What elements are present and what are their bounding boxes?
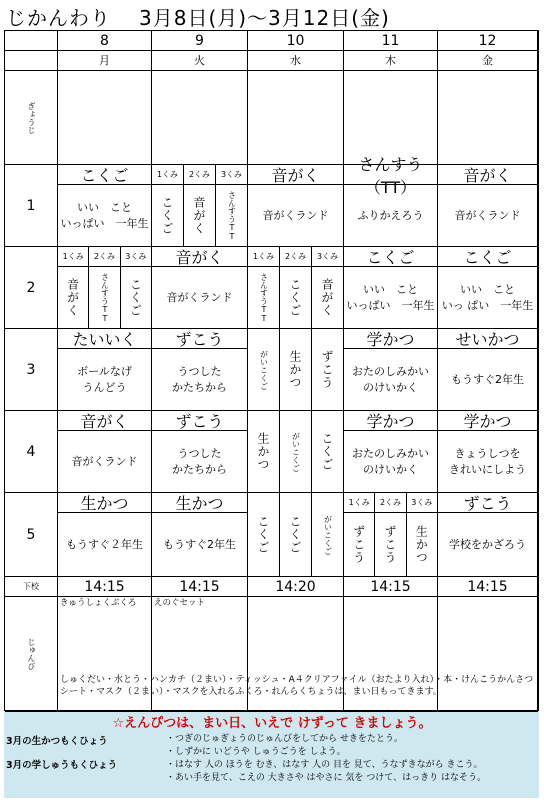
dismissal-time: 14:20 (248, 577, 344, 597)
split-subject: がいこくご (312, 493, 344, 577)
subject-head: ずこう (438, 493, 538, 513)
class-label: 3くみ (121, 247, 152, 267)
subject-body: もうすぐ2年生 (438, 349, 538, 411)
day-number: 11 (344, 31, 438, 51)
subject-body: うつした かたちから (152, 349, 248, 411)
corner-cell-2 (5, 51, 58, 71)
subject-head: ずこう (152, 329, 248, 349)
class-label: 3くみ (216, 165, 248, 185)
split-subject: 音がく (184, 185, 216, 247)
subject-body: いい こと いっぱい 一年生 (344, 267, 438, 329)
life-goal-text: ・つぎのじゅぎょうのじゅんびをしてから せきをたとう。 (166, 734, 403, 744)
subject-body: 音がくランド (248, 185, 344, 247)
subject-head: 学かつ (438, 411, 538, 431)
subject-body: いい こと いっぱい 一年生 (58, 185, 152, 247)
day-number: 8 (58, 31, 152, 51)
dismissal-time: 14:15 (152, 577, 248, 597)
period-number: 3 (5, 329, 58, 411)
period-number: 4 (5, 411, 58, 493)
subject-head: ずこう (152, 411, 248, 431)
row-label-gyouji: ぎょうじ (5, 71, 58, 165)
subject-head: こくご (438, 247, 538, 267)
split-subject: 音がく (58, 267, 89, 329)
class-label: 3くみ (312, 247, 344, 267)
timetable (4, 30, 539, 711)
row-label-junbi: じゅんび (5, 597, 58, 712)
class-label: 1くみ (344, 493, 375, 513)
subject-head: 学かつ (344, 411, 438, 431)
row-label-geko: 下校 (5, 577, 58, 597)
page-title (6, 2, 390, 31)
day-of-week: 火 (152, 51, 248, 71)
class-label: 2くみ (280, 247, 312, 267)
day-of-week: 水 (248, 51, 344, 71)
split-subject: こくご (121, 267, 152, 329)
split-subject: がいこくご (280, 411, 312, 493)
gyouji-cell (438, 71, 538, 165)
subject-head: こくご (344, 247, 438, 267)
split-subject: さんすうTT (216, 185, 248, 247)
class-label: 2くみ (184, 165, 216, 185)
day-of-week: 金 (438, 51, 538, 71)
subject-body: おたのしみかい のけいかく (344, 349, 438, 411)
subject-head: 学かつ (344, 329, 438, 349)
gyouji-cell (152, 71, 248, 165)
gyouji-cell (248, 71, 344, 165)
subject-head: 音がく (248, 165, 344, 185)
day-number: 9 (152, 31, 248, 51)
study-goal-label: 3月の学しゅうもくひょう (6, 760, 118, 771)
subject-head: 音がく (152, 247, 248, 267)
day-number: 10 (248, 31, 344, 51)
subject-body: おたのしみかい のけいかく (344, 431, 438, 493)
split-subject: 生かつ (407, 513, 438, 577)
corner-cell (5, 31, 58, 51)
split-subject: さんすうTT (248, 267, 280, 329)
period-number: 1 (5, 165, 58, 247)
junbi-mon: きゅうしょくぶくろ (58, 597, 152, 712)
split-subject: さんすうTT (89, 267, 120, 329)
subject-head: こくご (58, 165, 152, 185)
junbi-tue: えのぐセット (152, 597, 248, 712)
slogan: ☆えんぴつは、まい日、いえで けずって きましょう。 (112, 716, 432, 731)
split-subject: こくご (280, 267, 312, 329)
class-label: 1くみ (152, 165, 184, 185)
subject-head: 音がく (438, 165, 538, 185)
split-subject: がいこくご (248, 329, 280, 411)
dismissal-time: 14:15 (344, 577, 438, 597)
subject-head: 生かつ (152, 493, 248, 513)
study-goal-1: ・しずかに いどうや しゅうごうを しよう。 (166, 747, 346, 757)
study-goal-2: ・はなす 人の ほうを むき、はなす 人の 目を 見て、うなずきながら きこう。 (166, 760, 483, 770)
title-left: じかんわり (6, 6, 111, 30)
subject-head: さんすう（TT） (344, 165, 438, 185)
class-label: 2くみ (375, 493, 406, 513)
split-subject: こくご (280, 493, 312, 577)
dismissal-time: 14:15 (58, 577, 152, 597)
subject-body: 音がくランド (152, 267, 248, 329)
split-subject: こくご (152, 185, 184, 247)
subject-body: うつした かたちから (152, 431, 248, 493)
day-of-week: 月 (58, 51, 152, 71)
subject-body: ふりかえろう (344, 185, 438, 247)
study-goal-3: ・あい手を見て、こえの 大きさや はやさに 気を つけて、はっきり はなそう。 (166, 773, 486, 783)
class-label: 3くみ (407, 493, 438, 513)
day-number: 12 (438, 31, 538, 51)
class-label: 1くみ (248, 247, 280, 267)
life-goal-label: 3月の生かつもくひょう (6, 736, 108, 747)
split-subject: 生かつ (280, 329, 312, 411)
split-subject: こくご (248, 493, 280, 577)
subject-head: せいかつ (438, 329, 538, 349)
subject-body: ボールなげ うんどう (58, 349, 152, 411)
subject-body: きょうしつを きれいにしよう (438, 431, 538, 493)
class-label: 2くみ (89, 247, 120, 267)
split-subject: ずこう (312, 329, 344, 411)
subject-body: もうすぐ2年生 (152, 513, 248, 577)
split-subject: ずこう (344, 513, 375, 577)
period-number: 2 (5, 247, 58, 329)
subject-head: 生かつ (58, 493, 152, 513)
subject-body: 音がくランド (58, 431, 152, 493)
subject-body: 学校をかざろう (438, 513, 538, 577)
split-subject: 音がく (312, 267, 344, 329)
dismissal-time: 14:15 (438, 577, 538, 597)
class-label: 1くみ (58, 247, 89, 267)
split-subject: 生かつ (248, 411, 280, 493)
gyouji-cell (58, 71, 152, 165)
subject-head: 音がく (58, 411, 152, 431)
subject-body: もうすぐ２年生 (58, 513, 152, 577)
subject-body: 音がくランド (438, 185, 538, 247)
subject-head: たいいく (58, 329, 152, 349)
split-subject: こくご (312, 411, 344, 493)
day-of-week: 木 (344, 51, 438, 71)
title-dates: 3月8日(月)～3月12日(金) (139, 6, 390, 30)
junbi-notes: しゅくだい・水とう・ハンカチ（２まい）・ティッシュ・A４クリアファイル（おたより入れ）・本・けんこうかんさつシート・マスク（２まい）・マスクを入れるふくろ・れんらくちょうは、まい日もってきます。 (60, 675, 534, 698)
period-number: 5 (5, 493, 58, 577)
subject-body: いい こと いっ ぱい 一年生 (438, 267, 538, 329)
split-subject: ずこう (375, 513, 406, 577)
